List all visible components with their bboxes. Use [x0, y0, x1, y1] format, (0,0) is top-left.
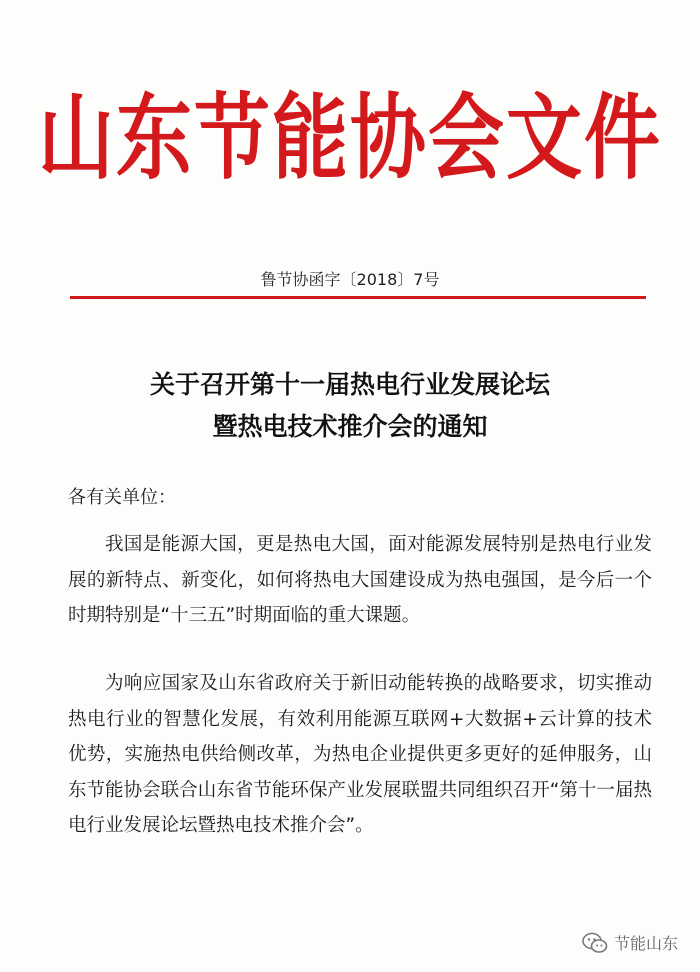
watermark-text: 节能山东 — [613, 934, 678, 953]
notice-title-line1: 关于召开第十一届热电行业发展论坛 — [149, 370, 550, 399]
notice-title-line2: 暨热电技术推介会的通知 — [212, 412, 488, 441]
org-masthead-title: 山东节能协会文件 — [38, 83, 662, 193]
document-number: 鲁节协函字〔2018〕7号 — [260, 270, 440, 289]
wechat-icon — [582, 932, 608, 954]
body-paragraph-2: 为响应国家及山东省政府关于新旧动能转换的战略要求，切实推动热电行业的智慧化发展，有效利用能源互联网+大数据+云计算的技术优势，实施热电供给侧改革，为热电企业提供更多更好的延伸服务，山东节能协会联合山东省节能环保产业发展联盟共同组织召开“第十一届热电行业发展论坛暨热电技术推介会”。 — [68, 673, 652, 836]
salutation: 各有关单位： — [68, 487, 176, 508]
body-paragraph-1: 我国是能源大国，更是热电大国，面对能源发展特别是热电行业发展的新特点、新变化，如何将热电大国建设成为热电强国，是今后一个时期特别是“十三五”时期面临的重大课题。 — [68, 534, 652, 626]
red-divider — [70, 296, 646, 299]
source-watermark — [582, 931, 678, 954]
